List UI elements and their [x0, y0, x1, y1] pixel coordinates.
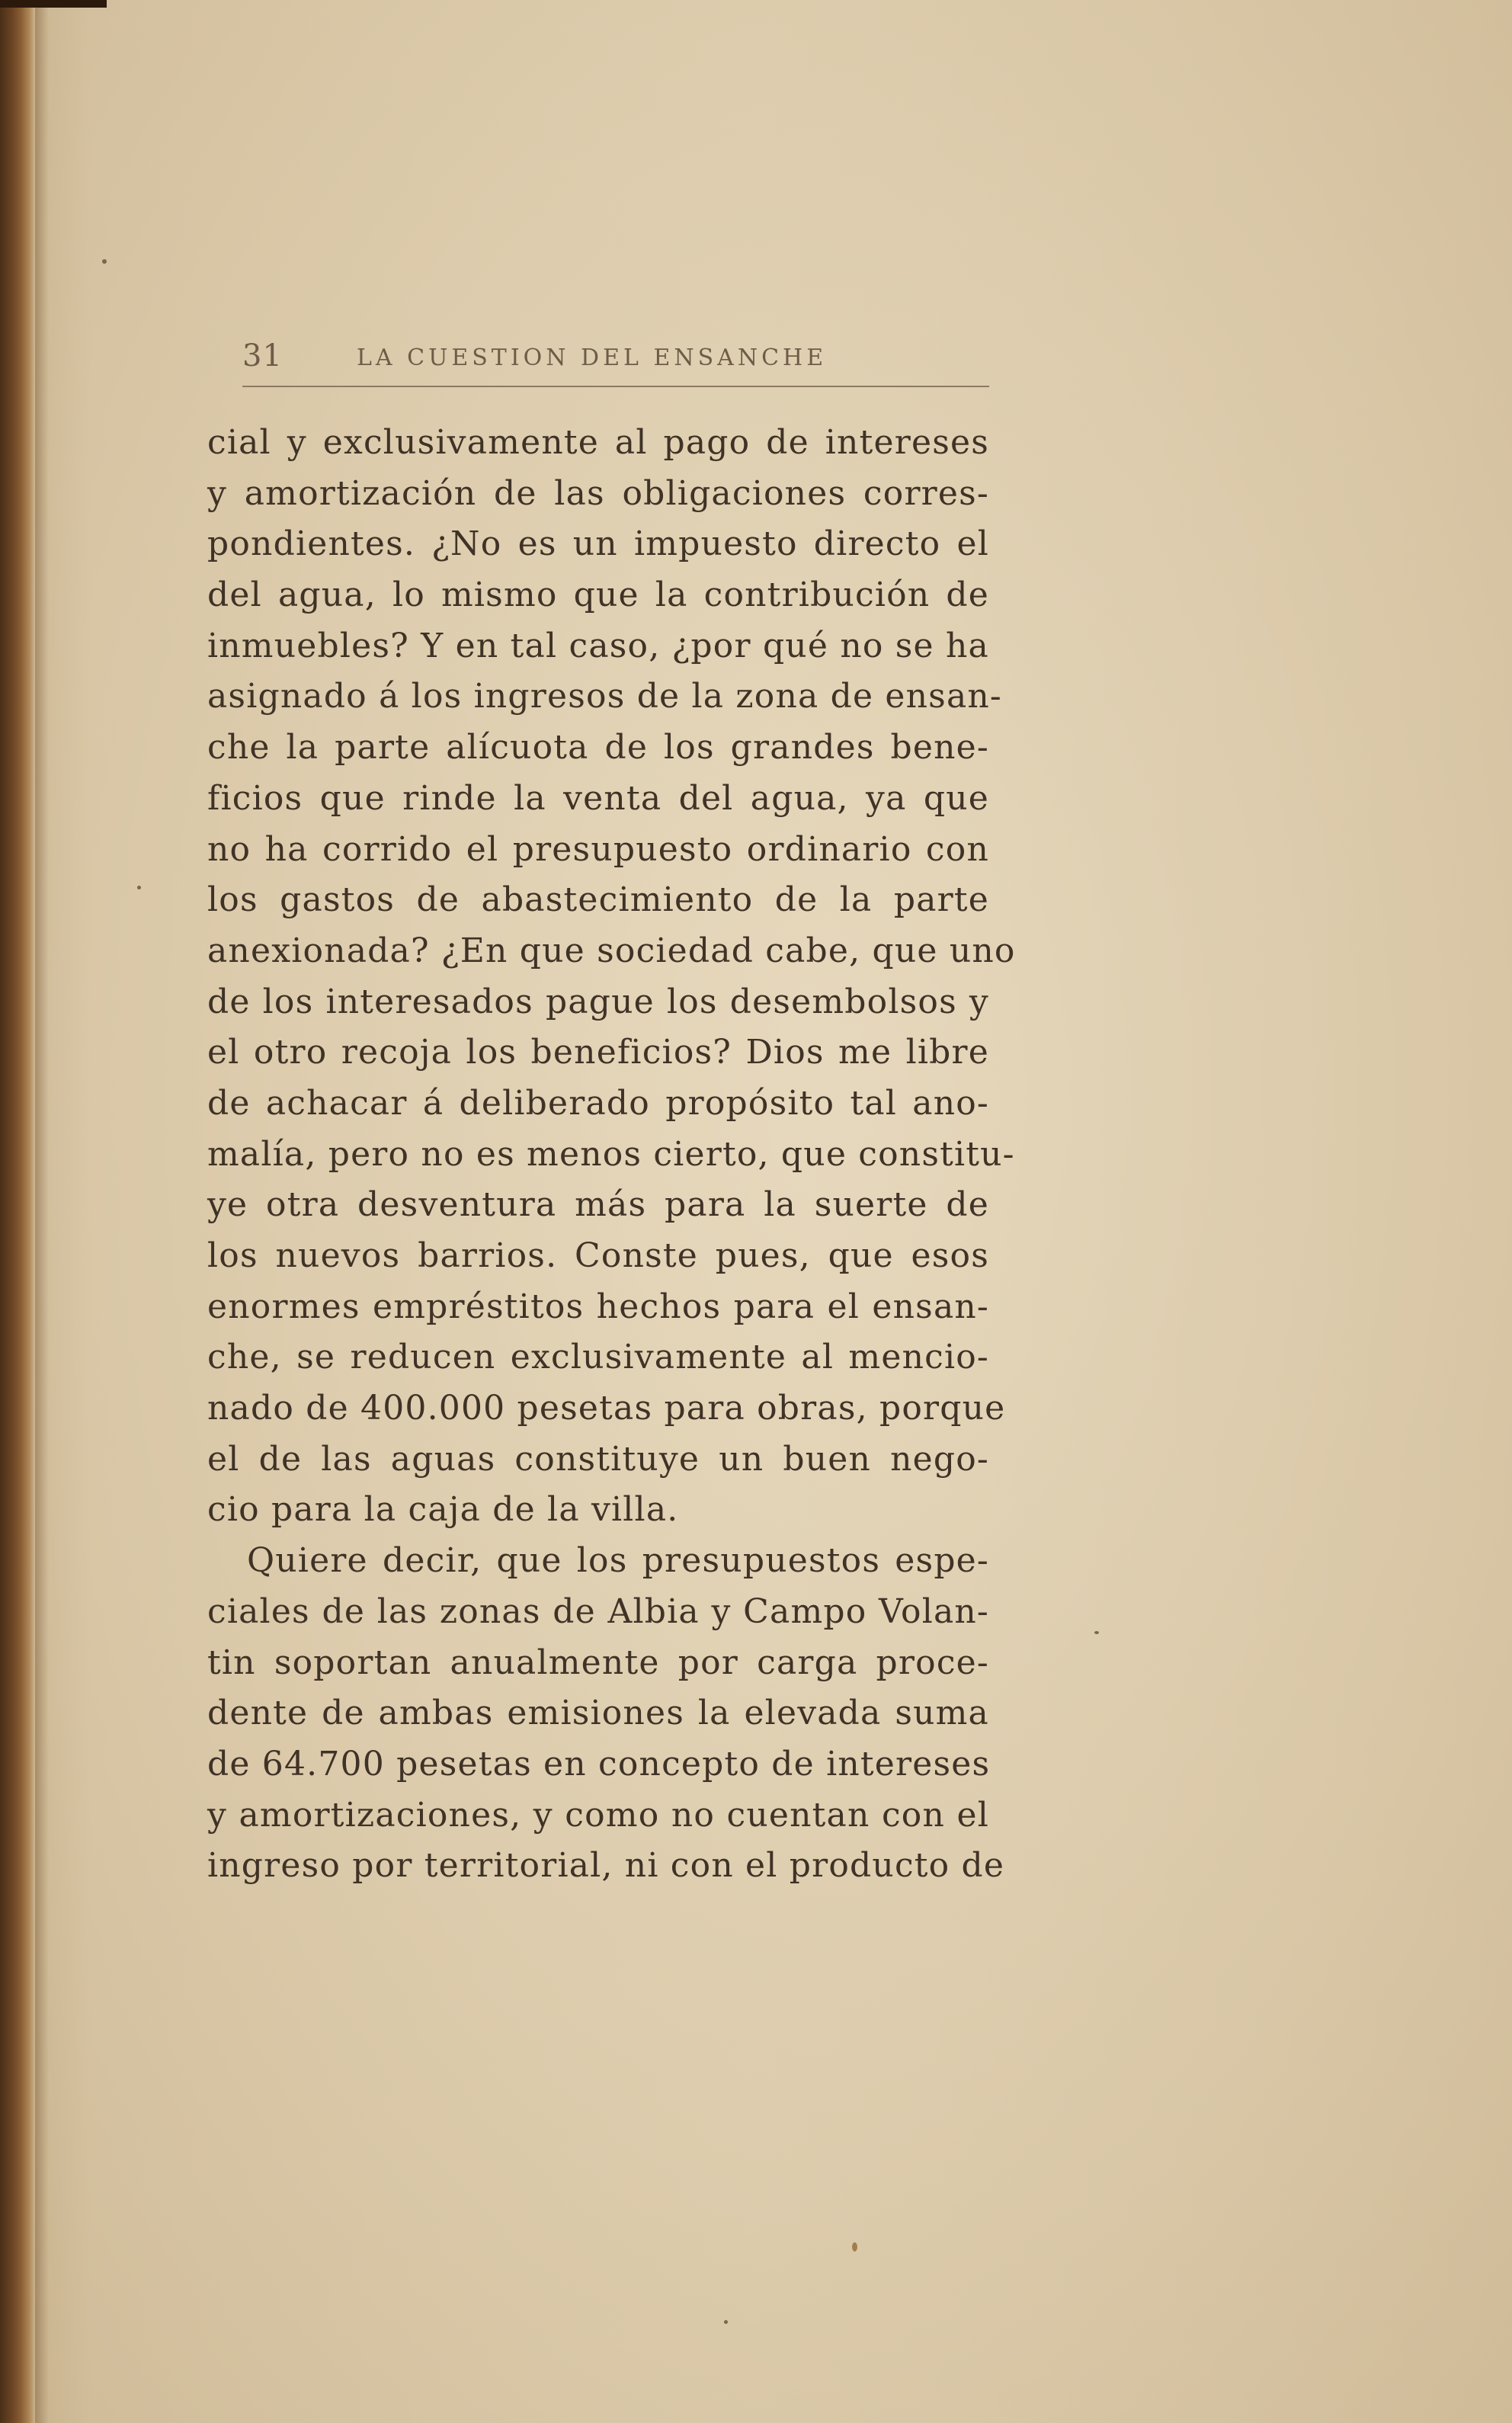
text-line: tin soportan anualmente por carga proce- — [207, 1643, 989, 1682]
text-line: cial y exclusivamente al pago de intereses — [207, 423, 989, 462]
text-line: anexionada? ¿En que sociedad cabe, que uno — [207, 931, 1016, 970]
text-line: de 64.700 pesetas en concepto de intereses — [207, 1744, 991, 1784]
text-line: che, se reducen exclusivamente al mencio- — [207, 1338, 989, 1377]
text-line: del agua, lo mismo que la contribución de — [207, 575, 989, 615]
text-line: cio para la caja de la villa. — [207, 1490, 679, 1530]
body-text — [207, 418, 1016, 1892]
paper-speck — [137, 886, 141, 889]
paper-speck — [724, 2320, 728, 2324]
text-line: y amortizaciones, y como no cuentan con el — [207, 1795, 989, 1835]
page-number: 31 — [242, 338, 283, 373]
paper-speck — [102, 259, 107, 264]
text-line: Quiere decir, que los presupuestos espe- — [247, 1541, 989, 1581]
running-head: LA CUESTION DEL ENSANCHE — [357, 345, 828, 371]
header-rule — [242, 386, 989, 387]
paper-speck — [852, 2242, 857, 2252]
text-line: ye otra desventura más para la suerte de — [207, 1185, 989, 1225]
text-line: no ha corrido el presupuesto ordinario con — [207, 829, 989, 869]
text-line: enormes empréstitos hechos para el ensan- — [207, 1287, 989, 1326]
paragraph-1 — [207, 418, 1016, 1536]
text-line: che la parte alícuota de los grandes bene- — [207, 728, 989, 768]
text-line: malía, pero no es menos cierto, que constitu- — [207, 1134, 1015, 1174]
paper-speck — [1094, 1631, 1099, 1634]
text-line: dente de ambas emisiones la elevada suma — [207, 1694, 989, 1733]
corner-mark — [0, 0, 107, 8]
paragraph-2 — [207, 1536, 1005, 1892]
text-line: el de las aguas constituye un buen nego- — [207, 1439, 989, 1479]
text-line: ciales de las zonas de Albia y Campo Volan- — [207, 1591, 989, 1631]
book-spine — [0, 0, 35, 2423]
spine-shadow — [35, 0, 49, 2423]
text-line: ingreso por territorial, ni con el producto de — [207, 1846, 1005, 1886]
text-line: asignado á los ingresos de la zona de ensan- — [207, 677, 1002, 716]
text-line: los nuevos barrios. Conste pues, que esos — [207, 1236, 989, 1275]
text-line: pondientes. ¿No es un impuesto directo el — [207, 524, 989, 564]
text-line: de achacar á deliberado propósito tal ano- — [207, 1083, 989, 1123]
text-line: el otro recoja los beneficios? Dios me libre — [207, 1033, 989, 1072]
text-line: inmuebles? Y en tal caso, ¿por qué no se ha — [207, 626, 989, 665]
text-line: nado de 400.000 pesetas para obras, porque — [207, 1389, 1006, 1428]
text-line: de los interesados pague los desembolsos y — [207, 982, 989, 1021]
text-line: ficios que rinde la venta del agua, ya que — [207, 778, 989, 818]
page-header — [242, 338, 989, 384]
text-line: los gastos de abastecimiento de la parte — [207, 880, 989, 920]
text-line: y amortización de las obligaciones corres- — [207, 473, 989, 513]
